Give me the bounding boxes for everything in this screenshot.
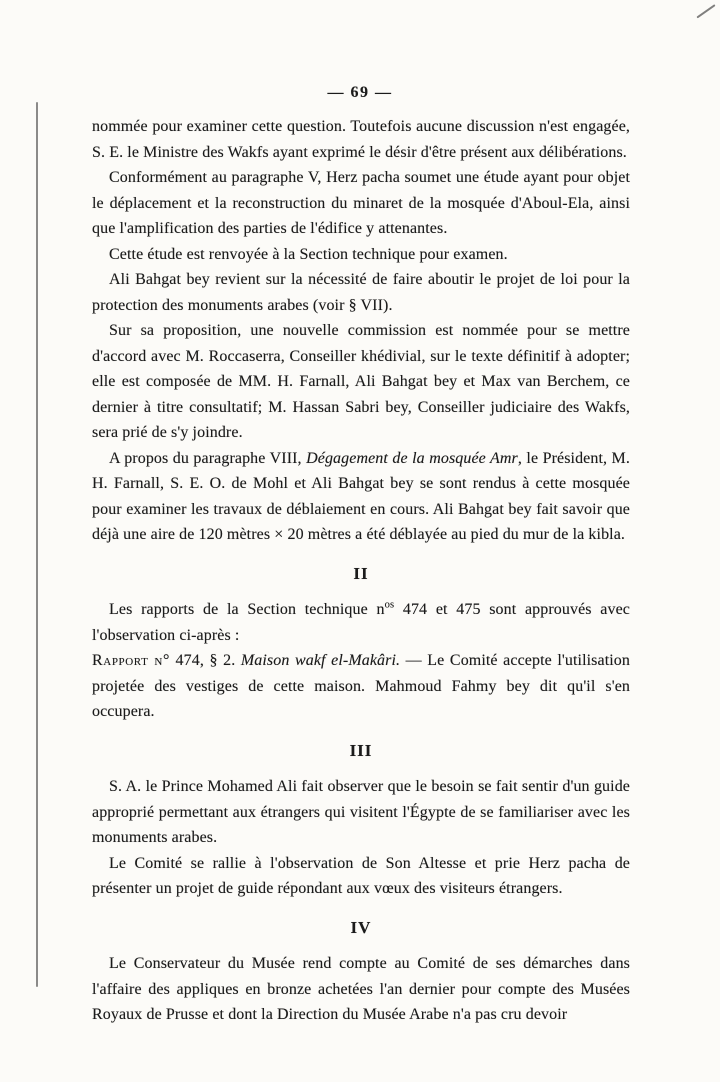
paragraph [92,267,630,318]
section-heading: III [349,740,373,760]
paragraph [92,446,630,548]
text-run: S. A. le Prince Mohamed Ali fait observer que le besoin se fait sentir d'un guide approprié permettant aux étrangers qui visitent l'Égypte de se familiariser avec les monuments arabes. [92,778,630,846]
text-run: Cette étude est renvoyée à la Section technique pour examen. [109,245,508,263]
paragraph [92,318,630,446]
scan-artifact-vertical-line [36,102,38,987]
text-run: , le Président, M. H. Farnall, S. E. O. de Mohl et Ali Bahgat bey se sont rendus à cette mosquée pour examiner les travaux de déblaiement en cours. Ali Bahgat bey fait savoir que déjà une aire de 120 mètres × 20 mètres a été déblayée au pied du mur de la kibla. [92,449,630,543]
section-heading: II [353,563,369,583]
paragraph [92,114,630,165]
text-run: 474, § 2. [169,652,241,669]
text-run: os [384,599,395,611]
text-run: Ali Bahgat bey revient sur la nécessité de faire aboutir le projet de loi pour la protection des monuments arabes (voir § VII). [92,271,630,314]
text-run: Rapport n° [92,652,170,669]
page-number: — 69 — [327,84,393,101]
paragraph [92,242,630,268]
text-run: nommée pour examiner cette question. Toutefois aucune discussion n'est engagée, S. E. le Ministre des Wakfs ayant exprimé le désir d'être présent aux délibérations. [92,118,630,161]
text-run: Le Conservateur du Musée rend compte au Comité de ses démarches dans l'affaire des appliques en bronze achetées l'an dernier pour compte des Musées Royaux de Prusse et dont la Direction du Musée Arabe n'a pas cru devoir [92,955,630,1023]
text-run: Sur sa proposition, une nouvelle commission est nommée pour se mettre d'accord avec M. Roccaserra, Conseiller khédivial, sur le texte définitif à adopter; elle est composée de MM. H. Farnall, Ali Bahgat bey et Max van Berchem, ce dernier à titre consultatif; M. Hassan Sabri bey, Conseiller judiciaire des Wakfs, sera prié de s'y joindre. [92,322,630,441]
scan-artifact-corner-mark [696,4,715,18]
paragraph [92,951,630,1028]
text-run: Maison wakf el-Makâri. [240,652,401,669]
text-run: Dégagement de la mosquée Amr [306,449,518,467]
page-body [92,114,630,1028]
paragraph [92,851,630,902]
paragraph [92,597,630,648]
text-run: A propos du paragraphe VIII, [109,449,307,467]
text-run: Conformément au paragraphe V, Herz pacha soumet une étude ayant pour objet le déplacement et la reconstruction du minaret de la mosquée d'Aboul-Ela, ainsi que l'amplification des parties de l'édifice y attenantes. [92,169,630,237]
paragraph [92,648,630,725]
text-run: Les rapports de la Section technique n [109,601,385,618]
paragraph [92,774,630,851]
paragraph [92,165,630,242]
text-run: Le Comité se rallie à l'observation de Son Altesse et prie Herz pacha de présenter un projet de guide répondant aux vœux des visiteurs étrangers. [92,854,630,897]
section-heading: IV [350,917,372,937]
text-run: 474 et 475 sont approuvés avec l'observation ci-après : [92,601,630,644]
text-run: — Le Comité accepte l'utilisation projetée des vestiges de cette maison. Mahmoud Fahmy bey dit qu'il s'en occupera. [92,652,630,720]
